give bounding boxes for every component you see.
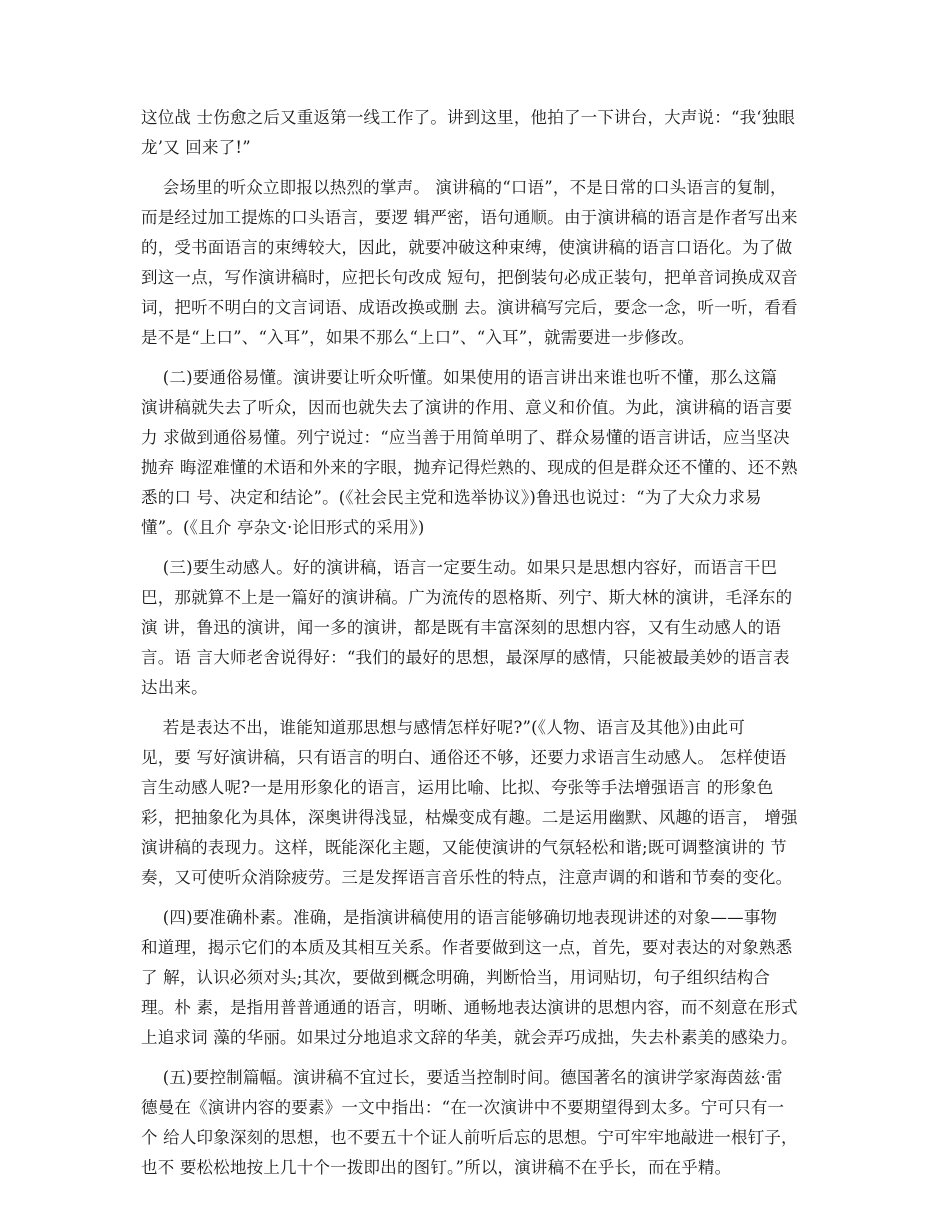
text-line: 也不 要松松地按上几十个一拨即出的图钉。”所以，演讲稿不在乎长，而在乎精。: [141, 1158, 732, 1177]
paragraph-3: [141, 363, 813, 543]
text-line: 奏，又可使听众消除疲劳。三是发挥语言音乐性的特点，注意声调的和谐和节奏的变化。: [141, 868, 793, 887]
text-line: 懂”。(《且介 亭杂文·论旧形式的采用》): [141, 518, 425, 537]
text-line: 达出来。: [141, 678, 208, 697]
text-line: 言。语 言大师老舍说得好：“我们的最好的思想，最深厚的感情，只能被最美妙的语言表: [141, 648, 790, 667]
text-line: 上追求词 藻的华丽。如果过分地追求文辞的华美，就会弄巧成拙，失去朴素美的感染力。: [141, 1028, 798, 1047]
text-line: 抛弃 晦涩难懂的术语和外来的字眼，抛弃记得烂熟的、现成的但是群众还不懂的、还不熟: [141, 458, 798, 477]
text-line: 和道理，揭示它们的本质及其相互关系。作者要做到这一点，首先，要对表达的对象熟悉: [141, 938, 793, 957]
text-line: 德曼在《演讲内容的要素》一文中指出：“在一次演讲中不要期望得到太多。宁可只有一: [141, 1098, 785, 1117]
text-line: 悉的口 号、决定和结论”。(《社会民主党和选举协议》)鲁迅也说过：“为了大众力求易: [141, 488, 762, 507]
text-line: 这位战 士伤愈之后又重返第一线工作了。讲到这里，他拍了一下讲台，大声说：“我‘独眼: [141, 108, 796, 127]
paragraph-2: [141, 173, 813, 353]
text-line: 个 给人印象深刻的思想，也不要五十个证人前听后忘的思想。宁可牢牢地敲进一根钉子，: [141, 1128, 798, 1147]
text-line: 演 讲，鲁迅的演讲，闻一多的演讲，都是既有丰富深刻的思想内容，又有生动感人的语: [141, 618, 782, 637]
text-line: (二)要通俗易懂。演讲要让听众听懂。如果使用的语言讲出来谁也听不懂，那么这篇: [141, 368, 778, 387]
paragraph-4: [141, 553, 813, 703]
text-line: (三)要生动感人。好的演讲稿，语言一定要生动。如果只是思想内容好，而语言干巴: [141, 558, 778, 577]
text-line: 会场里的听众立即报以热烈的掌声。 演讲稿的“口语”，不是日常的口头语言的复制，: [141, 178, 787, 197]
text-line: 若是表达不出，谁能知道那思想与感情怎样好呢?”(《人物、语言及其他》)由此可: [141, 718, 746, 737]
text-line: 演讲稿的表现力。这样，既能深化主题，又能使演讲的气氛轻松和谐;既可调整演讲的 节: [141, 838, 787, 857]
text-line: 龙’又 回来了!”: [141, 138, 251, 157]
text-line: 词，把听不明白的文言词语、成语改换或删 去。演讲稿写完后，要念一念，听一听，看看: [141, 298, 798, 317]
paragraph-7: [141, 1063, 813, 1183]
text-line: 彩，把抽象化为具体，深奥讲得浅显，枯燥变成有趣。二是运用幽默、风趣的语言， 增强: [141, 808, 798, 827]
text-line: 巴，那就算不上是一篇好的演讲稿。广为流传的恩格斯、列宁、斯大林的演讲，毛泽东的: [141, 588, 793, 607]
text-line: 理。朴 素，是指用普普通通的语言，明晰、通畅地表达演讲的思想内容，而不刻意在形式: [141, 998, 798, 1017]
text-line: 是不是“上口”、“入耳”，如果不那么“上口”、“入耳”，就需要进一步修改。: [141, 328, 695, 347]
paragraph-5: [141, 713, 813, 893]
text-line: 了 解，认识必须对头;其次，要做到概念明确，判断恰当，用词贴切，句子组织结构合: [141, 968, 771, 987]
text-line: 言生动感人呢?一是用形象化的语言，运用比喻、比拟、夸张等手法增强语言 的形象色: [141, 778, 774, 797]
paragraph-6: [141, 903, 813, 1053]
text-line: 力 求做到通俗易懂。列宁说过：“应当善于用简单明了、群众易懂的语言讲话，应当坚决: [141, 428, 790, 447]
text-line: 的，受书面语言的束缚较大，因此，就要冲破这种束缚，使演讲稿的语言口语化。为了做: [141, 238, 793, 257]
paragraph-1: [141, 103, 813, 163]
text-line: 见，要 写好演讲稿，只有语言的明白、通俗还不够，还要力求语言生动感人。 怎样使语: [141, 748, 787, 767]
text-line: 演讲稿就失去了听众，因而也就失去了演讲的作用、意义和价值。为此，演讲稿的语言要: [141, 398, 793, 417]
text-line: (四)要准确朴素。准确，是指演讲稿使用的语言能够确切地表现讲述的对象——事物: [141, 908, 778, 927]
document-page: [141, 103, 813, 1193]
text-line: (五)要控制篇幅。演讲稿不宜过长，要适当控制时间。德国著名的演讲学家海茵兹·雷: [141, 1068, 783, 1087]
text-line: 而是经过加工提炼的口头语言，要逻 辑严密，语句通顺。由于演讲稿的语言是作者写出来: [141, 208, 798, 227]
text-line: 到这一点，写作演讲稿时，应把长句改成 短句，把倒装句必成正装句，把单音词换成双音: [141, 268, 798, 287]
